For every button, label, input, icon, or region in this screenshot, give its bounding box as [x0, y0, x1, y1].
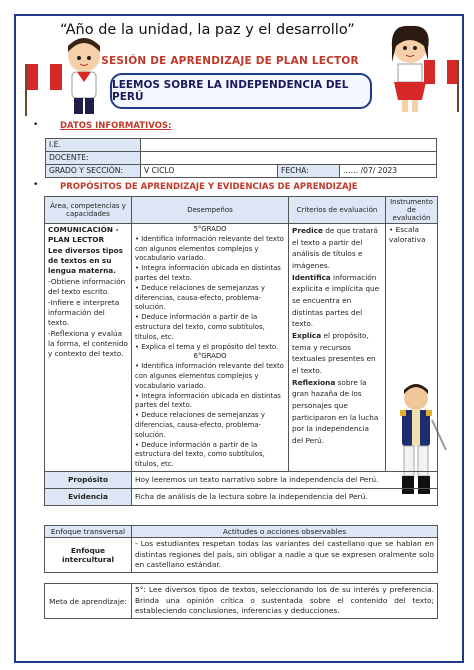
- enfoque-table: [44, 525, 438, 573]
- criterio-item: [292, 330, 382, 377]
- evidencia-label: Evidencia: [45, 488, 132, 505]
- table-row: [45, 584, 438, 619]
- desempeno-item: • Deduce relaciones de semejanzas y diferencias, causa-efecto, problema-solución.: [135, 411, 265, 439]
- bullet-icon: •: [33, 120, 39, 130]
- session-title: SESIÓN DE APRENDIZAJE DE PLAN LECTOR: [101, 55, 359, 67]
- table-row: [45, 488, 438, 505]
- competencia: Lee diversos tipos de textos en su lengua materna.: [48, 245, 123, 276]
- enfoque-header-left: Enfoque transversal: [45, 526, 132, 538]
- desempeno-item: • Explica el tema y el propósito del texto.: [135, 342, 279, 351]
- ie-label: I.E.: [46, 139, 141, 152]
- grade6-label: 6°GRADO: [193, 352, 227, 361]
- criterio-item: [292, 377, 382, 447]
- table-row: [46, 139, 437, 152]
- meta-label: Meta de aprendizaje:: [45, 584, 132, 619]
- desempeno-item: • Integra información ubicada en distintas partes del texto.: [135, 391, 281, 410]
- col-header-criterios: Criterios de evaluación: [289, 197, 386, 224]
- year-motto: “Año de la unidad, la paz y el desarrollo”: [60, 22, 355, 38]
- capacidad-item: -Obtiene información del texto escrito.: [48, 276, 126, 297]
- fecha-value: …… /07/ 2023: [340, 165, 437, 178]
- topic-title-banner: [110, 73, 372, 109]
- instrumento-value: • Escala valorativa: [389, 225, 426, 245]
- enfoque-name: Enfoque intercultural: [45, 538, 132, 573]
- desempeno-item: • Integra información ubicada en distintas partes del texto.: [135, 264, 281, 282]
- criterio-text: de que tratará el texto a partir del análisis de títulos e imágenes.: [292, 226, 378, 271]
- plan-lector: PLAN LECTOR: [48, 235, 105, 245]
- grade5-label: 5°GRADO: [193, 225, 227, 233]
- enfoque-text: - Los estudiantes respetan todas las variantes del castellano que se hablan en distintas regiones del país, sin obligar a nadie a que se expresen oralmente solo en castellano estándar.: [132, 538, 438, 573]
- criterio-verb: Predice: [292, 226, 323, 235]
- boy-with-flag-illustration: [24, 26, 114, 118]
- table-header-row: [45, 197, 438, 224]
- datos-table: [45, 138, 437, 178]
- desempeno-item: • Deduce información a partir de la estructura del texto, como subtítulos, títulos, etc.: [135, 440, 265, 469]
- col-header-desempenos: Desempeños: [132, 197, 289, 224]
- criterio-text: el propósito, tema y recursos textuales presentes en el texto.: [292, 331, 376, 376]
- table-row: [45, 538, 438, 573]
- learning-table: [44, 196, 438, 506]
- col-header-instrumento: Instrumento de evaluación: [386, 197, 438, 224]
- enfoque-header-right: Actitudes o acciones observables: [132, 526, 438, 538]
- grado-value: V CICLO: [141, 165, 278, 178]
- table-row: [45, 224, 438, 472]
- ie-value: [141, 139, 437, 152]
- datos-heading: DATOS INFORMATIVOS:: [60, 121, 172, 131]
- topic-title: LEEMOS SOBRE LA INDEPENDENCIA DEL PERÚ: [112, 79, 349, 103]
- fecha-label: FECHA:: [278, 165, 340, 178]
- desempeno-item: • Deduce información a partir de la estructura del texto, como subtítulos, títulos, etc.: [135, 313, 265, 341]
- proposito-value: Hoy leeremos un texto narrativo sobre la independencia del Perú.: [132, 471, 438, 488]
- criterio-item: [292, 225, 382, 272]
- table-header-row: [45, 526, 438, 538]
- capacidad-item: -Infiere e interpreta información del texto.: [48, 297, 120, 328]
- criterio-text: información explicita e implícita que se encuentra en distintas partes del texto.: [292, 272, 380, 329]
- meta-table: [44, 583, 438, 619]
- proposito-label: Propósito: [45, 471, 132, 488]
- evidencia-value: Ficha de análisis de la lectura sobre la independencia del Perú.: [132, 488, 438, 505]
- criterio-verb: Explica: [292, 331, 322, 341]
- criterio-verb: Reflexiona: [292, 377, 336, 387]
- criterios-cell: [289, 224, 386, 472]
- criterio-item: [292, 272, 382, 330]
- instrumento-cell: [386, 224, 438, 472]
- propositos-heading: PROPÓSITOS DE APRENDIZAJE Y EVIDENCIAS DE APRENDIZAJE: [60, 182, 358, 192]
- docente-value: [141, 152, 437, 165]
- criterio-verb: Identifica: [292, 272, 331, 282]
- desempeno-item: • Identifica información relevante del texto con algunos elementos complejos y vocabulario variado.: [135, 234, 284, 263]
- area-cell: [45, 224, 132, 472]
- table-row: [45, 471, 438, 488]
- desempeno-item: • Identifica información relevante del texto con algunos elementos complejos y vocabulario variado.: [135, 362, 284, 390]
- desempenos-cell: [132, 224, 289, 472]
- meta-text: 5°: Lee diversos tipos de textos, seleccionando los de su interés y preferencia. Brinda una opinión crítica o sustentada sobre el contenido del texto; estableciendo conclusiones, inferencias y deducciones.: [132, 584, 438, 619]
- criterio-text: sobre la gran hazaña de los personajes que participaron en la lucha por la independencia del Perú.: [292, 377, 379, 446]
- girl-with-flag-illustration: [380, 20, 460, 116]
- table-row: [46, 152, 437, 165]
- capacidad-item: -Reflexiona y evalúa la forma, el contenido y contexto del texto.: [48, 328, 128, 359]
- col-header-area: Área, competencias y capacidades: [45, 197, 132, 224]
- desempeno-item: • Deduce relaciones de semejanzas y diferencias, causa-efecto, problema-solución.: [135, 283, 265, 312]
- area-title: COMUNICACIÓN -: [48, 225, 119, 234]
- bullet-icon: •: [33, 180, 39, 190]
- grado-label: GRADO Y SECCIÓN:: [46, 165, 141, 178]
- table-row: [46, 165, 437, 178]
- docente-label: DOCENTE:: [46, 152, 141, 165]
